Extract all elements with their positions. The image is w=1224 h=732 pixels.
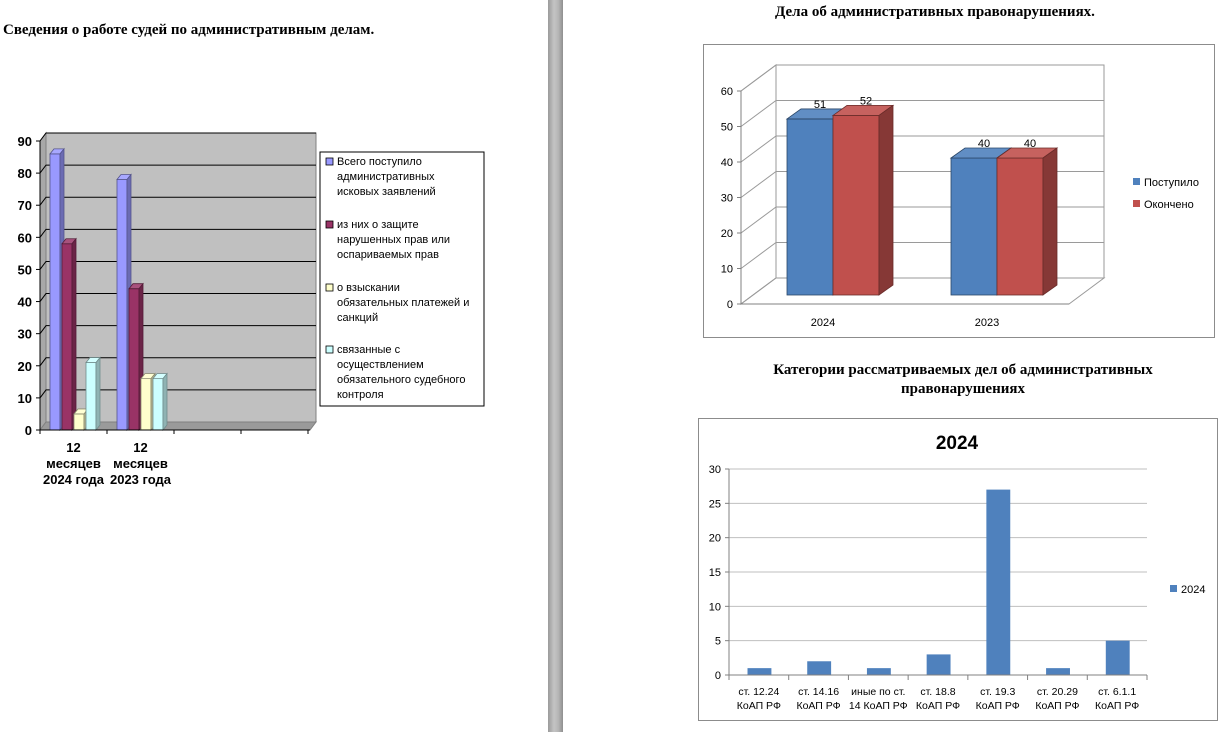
chart1-bar-front — [74, 414, 84, 430]
chart2-x-label: 2024 — [810, 317, 836, 329]
chart1-y-tick-label: 10 — [17, 390, 32, 406]
chart1-legend-label: обязательных платежей и — [337, 297, 470, 309]
chart1-bar-front — [129, 289, 139, 430]
chart3-bar — [748, 668, 772, 675]
chart3-gridlines — [729, 469, 1147, 641]
categories-title-line2: правонарушениях — [901, 381, 1025, 397]
right-page-title-cases: Дела об административных правонарушениях. — [775, 4, 1095, 20]
chart1-legend-label: нарушенных прав или — [337, 234, 451, 246]
chart1-bar-front — [86, 363, 96, 430]
chart1-y-tick-label: 70 — [17, 198, 32, 214]
chart1-y-tick-label: 0 — [24, 423, 32, 438]
chart1-x-axis — [40, 430, 310, 487]
chart2-data-label: 40 — [1023, 138, 1037, 150]
chart2-legend-swatch — [1133, 200, 1140, 207]
chart2-y-tick-label: 60 — [720, 86, 733, 98]
chart3-y-tick-label: 25 — [708, 498, 721, 511]
chart-judges-admin-cases — [0, 120, 548, 500]
chart2-y-tick-label: 40 — [720, 157, 733, 169]
chart1-x-label: 2024 года — [42, 472, 105, 487]
chart3-bar — [927, 654, 951, 675]
chart3-x-label: 14 КоАП РФ — [848, 700, 908, 712]
chart3-x-label: КоАП РФ — [975, 700, 1020, 712]
left-page — [0, 0, 548, 732]
chart3-x-label: КоАП РФ — [736, 700, 781, 712]
chart3-bar — [986, 490, 1010, 675]
chart1-legend-label: обязательного судебного — [337, 374, 466, 386]
chart1-x-label: 12 — [133, 440, 148, 455]
chart3-bar — [1046, 668, 1070, 675]
chart3-y-tick-label: 0 — [714, 670, 721, 682]
right-page — [563, 0, 1224, 732]
chart3-legend — [1170, 584, 1205, 596]
chart2-x-axis — [741, 304, 1069, 329]
chart1-legend-label: осуществлением — [337, 359, 424, 371]
chart2-legend-label: Окончено — [1144, 199, 1194, 211]
chart1-bar-side — [72, 239, 76, 430]
chart1-legend-swatch — [326, 158, 333, 165]
chart1-y-tick-label: 60 — [17, 230, 32, 246]
chart3-legend-label: 2024 — [1181, 584, 1206, 596]
chart2-y-tick-label: 10 — [720, 263, 733, 276]
chart3-x-label: КоАП РФ — [1035, 700, 1080, 712]
chart2-data-label: 52 — [859, 95, 873, 108]
chart3-title: 2024 — [935, 433, 979, 454]
chart2-bar-front — [951, 158, 997, 295]
chart3-y-tick-label: 5 — [714, 635, 721, 648]
chart2-frame — [703, 44, 1215, 338]
chart1-bar-front — [62, 244, 72, 430]
chart3-x-label: ст. 18.8 — [920, 686, 956, 698]
chart1-legend — [320, 152, 484, 406]
chart-admin-offences-cases — [704, 45, 1214, 337]
chart1-bar — [62, 239, 76, 430]
chart1-legend-label: Всего поступило — [337, 156, 422, 168]
categories-title-line1: Категории рассматриваемых дел об административных — [773, 362, 1153, 378]
chart1-legend-swatch — [326, 346, 333, 353]
chart1-y-tick-label: 80 — [17, 166, 32, 182]
chart2-y-tick-label: 50 — [720, 121, 733, 134]
chart2-bar-front — [833, 115, 879, 295]
left-page-title: Сведения о работе судей по административным делам. — [3, 22, 375, 38]
chart2-data-label: 51 — [813, 98, 827, 111]
chart2-legend — [1133, 177, 1199, 211]
chart2-bar — [997, 148, 1057, 295]
chart1-x-label: месяцев — [46, 456, 101, 471]
chart1-legend-swatch — [326, 284, 333, 291]
chart2-bar-front — [787, 119, 833, 295]
chart1-legend-label: оспариваемых прав — [337, 249, 439, 261]
chart1-x-label: месяцев — [113, 456, 168, 471]
chart2-y-tick-label: 0 — [726, 299, 733, 311]
chart3-x-label: ст. 19.3 — [980, 686, 1016, 698]
chart3-y-axis — [709, 464, 729, 682]
chart3-y-tick-label: 10 — [708, 601, 721, 614]
chart3-x-label: ст. 6.1.1 — [1098, 686, 1137, 698]
chart2-x-label: 2023 — [974, 317, 1000, 329]
chart1-bar-front — [141, 379, 151, 430]
chart1-x-label: 12 — [66, 440, 81, 455]
chart1-y-tick-label: 90 — [17, 134, 32, 149]
chart1-legend-label: связанные с — [337, 344, 401, 356]
chart3-frame — [698, 418, 1218, 721]
chart3-y-tick-label: 30 — [708, 464, 721, 476]
chart3-x-label: ст. 14.16 — [798, 686, 840, 698]
chart3-bar — [1106, 641, 1130, 675]
chart1-legend-label: административных — [337, 171, 435, 183]
chart3-title-group — [936, 433, 979, 454]
chart3-x-label: КоАП РФ — [915, 700, 961, 712]
chart1-y-axis — [18, 134, 40, 438]
chart2-data-label: 40 — [977, 138, 991, 150]
chart3-x-label: КоАП РФ — [1095, 700, 1140, 712]
chart3-x-label: КоАП РФ — [796, 700, 841, 712]
chart1-y-tick-label: 30 — [17, 326, 32, 342]
right-page-title-categories — [713, 361, 1213, 399]
chart1-bar-front — [117, 180, 127, 430]
chart2-bar-front — [997, 158, 1043, 295]
chart1-bar-front — [50, 154, 60, 430]
chart3-bar — [867, 668, 891, 675]
chart1-bar-side — [96, 358, 100, 430]
chart3-y-tick-label: 15 — [708, 567, 721, 579]
chart1-x-label: 2023 года — [109, 472, 172, 487]
chart1-legend-label: из них о защите — [337, 219, 419, 231]
chart2-legend-label: Поступило — [1144, 177, 1199, 189]
chart3-bar — [807, 661, 831, 675]
chart1-legend-label: контроля — [337, 389, 384, 401]
chart1-y-tick-label: 40 — [17, 294, 32, 310]
chart1-legend-swatch — [326, 221, 333, 228]
chart2-y-tick-label: 20 — [720, 228, 733, 240]
chart1-y-tick-label: 50 — [17, 262, 32, 278]
chart3-x-axis — [729, 675, 1147, 712]
chart1-bar — [86, 358, 100, 430]
page-divider — [548, 0, 563, 732]
chart1-y-tick-label: 20 — [17, 358, 32, 374]
chart1-side-wall — [40, 133, 46, 430]
chart3-bars — [748, 490, 1130, 675]
chart2-y-axis — [721, 86, 741, 311]
chart1-bar-front — [153, 379, 163, 430]
chart3-y-tick-label: 20 — [708, 532, 721, 545]
chart1-bar — [153, 374, 167, 430]
chart2-bar-side — [1043, 148, 1057, 295]
chart1-plot-wall — [40, 133, 316, 430]
chart3-x-label: ст. 12.24 — [738, 686, 780, 698]
chart2-y-tick-label: 30 — [720, 192, 733, 205]
chart1-legend-label: о взыскании — [337, 282, 400, 294]
chart3-x-label: иные по ст. — [851, 686, 906, 698]
chart-case-categories-2024 — [699, 419, 1217, 720]
chart1-bar-side — [163, 374, 167, 430]
chart3-x-label: ст. 20.29 — [1036, 686, 1078, 698]
chart1-legend-label: исковых заявлений — [337, 186, 436, 198]
chart2-bar — [833, 105, 893, 295]
chart2-bar-side — [879, 105, 893, 295]
chart2-legend-swatch — [1133, 178, 1140, 185]
chart3-legend-swatch — [1170, 585, 1177, 592]
chart1-legend-label: санкций — [337, 312, 379, 324]
